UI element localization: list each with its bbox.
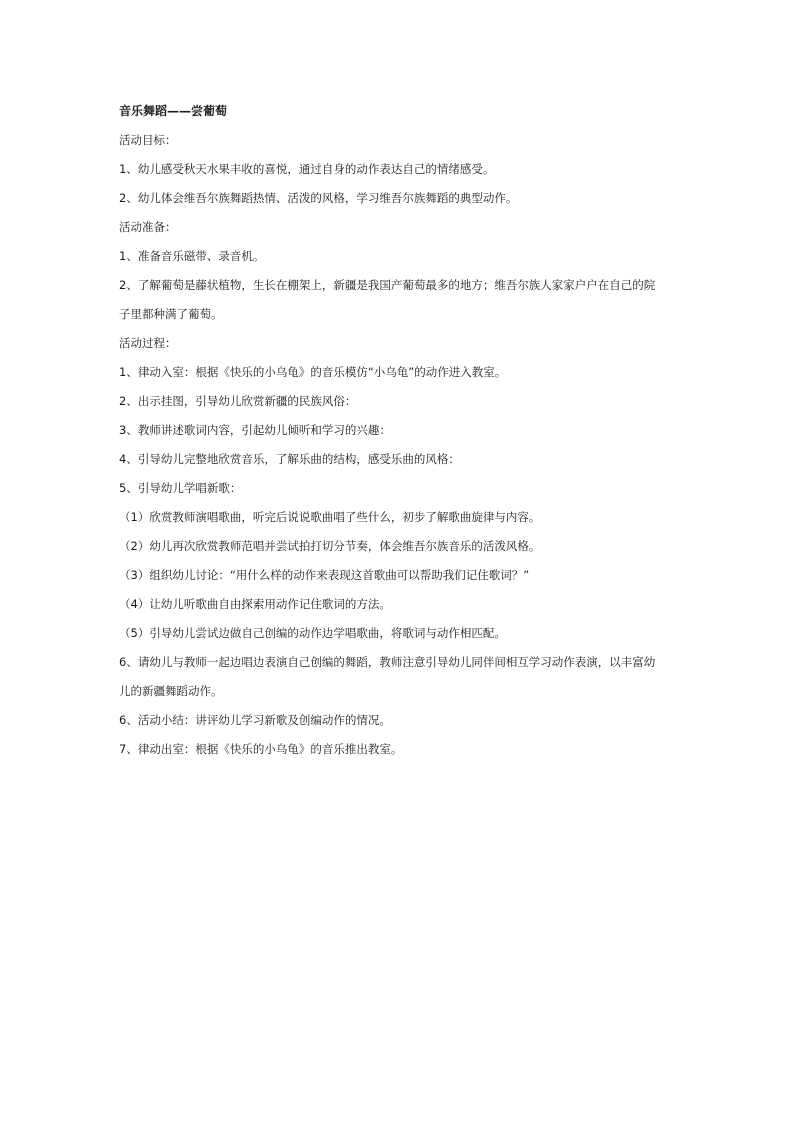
document-body: [119, 97, 719, 764]
process-item: 1、律动入室：根据《快乐的小乌龟》的音乐模仿“小乌龟”的动作进入教室。: [119, 365, 507, 379]
goal-item: 1、幼儿感受秋天水果丰收的喜悦，通过自身的动作表达自己的情绪感受。: [119, 162, 495, 176]
process-item: 5、引导幼儿学唱新歌：: [119, 481, 242, 495]
process-subitem: （4）让幼儿听歌曲自由探索用动作记住歌词的方法。: [119, 597, 391, 611]
process-item: 6、活动小结：讲评幼儿学习新歌及创编动作的情况。: [119, 713, 391, 727]
prep-item: 1、准备音乐磁带、录音机。: [119, 249, 265, 263]
process-item-continued: 儿的新疆舞蹈动作。: [119, 684, 223, 698]
process-heading: 活动过程：: [119, 336, 177, 350]
prep-item: 2、了解葡萄是藤状植物，生长在棚架上，新疆是我国产葡萄最多的地方；维吾尔族人家家户户在自己的院: [119, 278, 656, 292]
process-item: 6、请幼儿与教师一起边唱边表演自己创编的舞蹈，教师注意引导幼儿同伴间相互学习动作表演，以丰富幼: [119, 655, 656, 669]
process-item: 7、律动出室：根据《快乐的小乌龟》的音乐推出教室。: [119, 742, 403, 756]
process-subitem: （5）引导幼儿尝试边做自己创编的动作边学唱歌曲，将歌词与动作相匹配。: [119, 626, 506, 640]
prep-heading: 活动准备：: [119, 220, 177, 234]
prep-item-continued: 子里都种满了葡萄。: [119, 307, 223, 321]
process-subitem: （1）欣赏教师演唱歌曲，听完后说说歌曲唱了些什么，初步了解歌曲旋律与内容。: [119, 510, 541, 524]
goal-heading: 活动目标：: [119, 133, 177, 147]
process-subitem: （2）幼儿再次欣赏教师范唱并尝试拍打切分节奏，体会维吾尔族音乐的活泼风格。: [119, 539, 541, 553]
process-item: 2、出示挂图，引导幼儿欣赏新疆的民族风俗：: [119, 394, 357, 408]
process-item: 3、教师讲述歌词内容，引起幼儿倾听和学习的兴趣：: [119, 423, 391, 437]
goal-item: 2、幼儿体会维吾尔族舞蹈热情、活泼的风格，学习维吾尔族舞蹈的典型动作。: [119, 191, 518, 205]
document-title: 音乐舞蹈——尝葡萄: [119, 104, 228, 118]
process-item: 4、引导幼儿完整地欣赏音乐，了解乐曲的结构，感受乐曲的风格：: [119, 452, 460, 466]
process-subitem: （3）组织幼儿讨论：“用什么样的动作来表现这首歌曲可以帮助我们记住歌词？”: [119, 568, 530, 582]
